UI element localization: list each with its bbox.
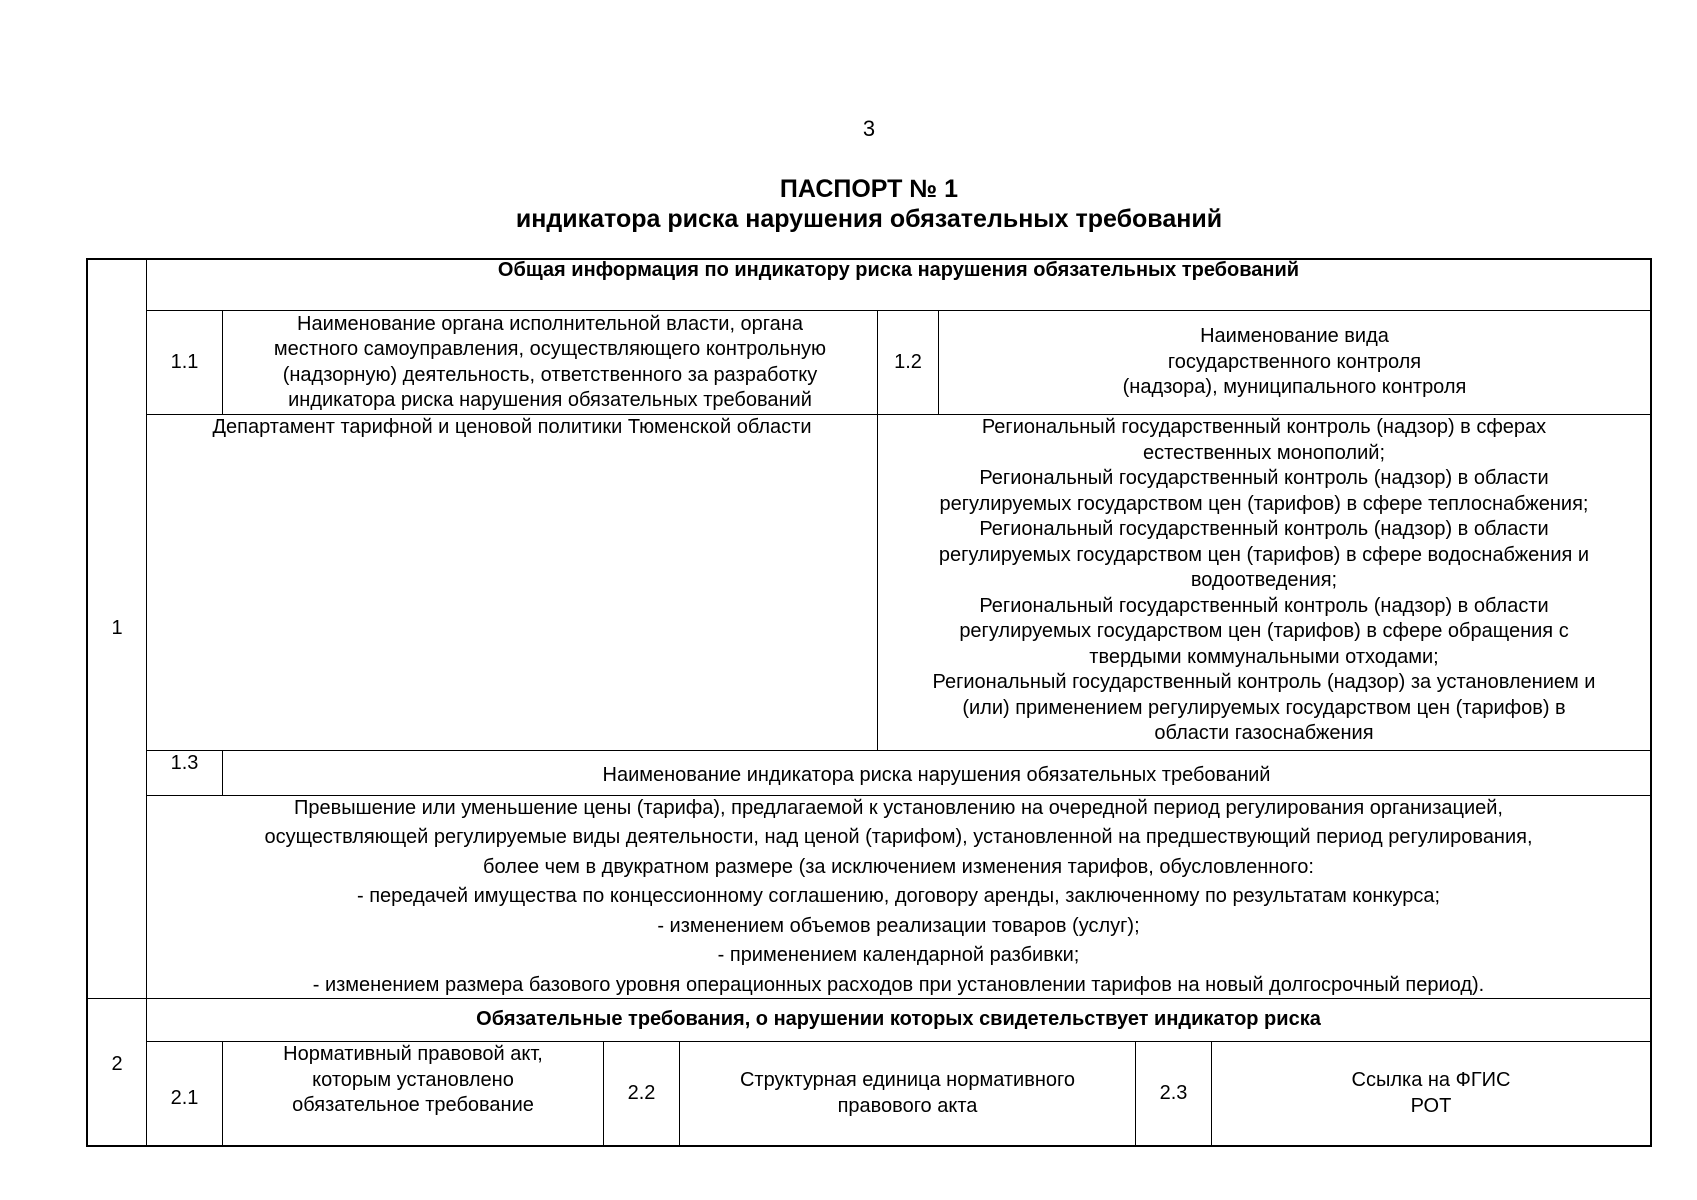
item-2-3-number: 2.3: [1159, 1081, 1188, 1104]
item-1-2-number: 1.2: [894, 350, 922, 373]
text-line: Наименование органа исполнительной власти, органа: [297, 312, 803, 335]
section-1-header: Общая информация по индикатору риска нарушения обязательных требований: [497, 259, 1300, 281]
text-line: местного самоуправления, осуществляющего контрольную: [273, 338, 827, 360]
text-line: - изменением объемов реализации товаров (услуг);: [657, 914, 1140, 937]
item-1-1-label: [223, 311, 877, 414]
text-line: Региональный государственный контроль (надзор) в сферах: [981, 416, 1547, 438]
item-2-1-label: [223, 1042, 603, 1145]
text-line: Ссылка на ФГИС: [1351, 1069, 1511, 1091]
text-line: которым установлено: [312, 1068, 514, 1091]
text-line: (или) применением регулируемых государством цен (тарифов) в: [962, 696, 1566, 719]
text-line: более чем в двукратном размере (за исключением изменения тарифов, обусловленного:: [483, 855, 1314, 878]
page-number: 3: [862, 116, 876, 141]
text-line: естественных монополий;: [1142, 441, 1385, 464]
table-border-right: [1650, 258, 1652, 1147]
item-2-3-label: [1212, 1042, 1650, 1145]
item-1-1-value: Департамент тарифной и ценовой политики Тюменской области: [212, 416, 812, 438]
text-line: Превышение или уменьшение цены (тарифа), предлагаемой к установлению на очередной период регулирования организацией,: [294, 796, 1503, 819]
text-line: РОТ: [1410, 1094, 1452, 1117]
text-line: обязательное требование: [292, 1094, 534, 1116]
item-1-2-value: [878, 415, 1650, 750]
text-line: Региональный государственный контроль (надзор) в области: [979, 518, 1549, 540]
text-line: Нормативный правовой акт,: [283, 1043, 543, 1065]
item-1-2-label: [939, 311, 1650, 414]
text-line: регулируемых государством цен (тарифов) в сфере водоснабжения и: [938, 543, 1590, 566]
section-1-number: 1: [111, 617, 123, 640]
text-line: регулируемых государством цен (тарифов) в сфере теплоснабжения;: [939, 492, 1589, 515]
item-1-3-number: 1.3: [170, 752, 199, 774]
text-line: осуществляющей регулируемые виды деятельности, над ценой (тарифом), установленной на предшествующий период регулирования,: [264, 826, 1533, 849]
table-border-bottom: [86, 1145, 1652, 1147]
item-1-3-value: [147, 796, 1650, 998]
title-line-2: индикатора риска нарушения обязательных требований: [515, 205, 1223, 233]
text-line: Структурная единица нормативного: [739, 1069, 1076, 1091]
text-line: регулируемых государством цен (тарифов) в сфере обращения с: [959, 620, 1569, 642]
text-line: Региональный государственный контроль (надзор) в области: [979, 467, 1549, 489]
table-line-h: [147, 750, 1651, 751]
document-title: [0, 174, 1697, 234]
section-2-number: 2: [111, 1053, 123, 1076]
item-1-3-label: Наименование индикатора риска нарушения обязательных требований: [602, 764, 1271, 787]
text-line: области газоснабжения: [1154, 722, 1374, 744]
text-line: - передачей имущества по концессионному соглашению, договору аренды, заключенному по результатам конкурса;: [356, 885, 1441, 908]
text-line: твердыми коммунальными отходами;: [1089, 645, 1439, 668]
text-line: водоотведения;: [1190, 569, 1338, 591]
text-line: (надзора), муниципального контроля: [1122, 376, 1467, 399]
text-line: Региональный государственный контроль (надзор) за установлением и: [932, 671, 1596, 693]
item-2-2-number: 2.2: [627, 1081, 656, 1104]
title-line-1: ПАСПОРТ № 1: [779, 175, 959, 203]
item-2-2-label: [680, 1042, 1135, 1145]
text-line: Региональный государственный контроль (надзор) в области: [979, 594, 1549, 617]
text-line: правового акта: [837, 1094, 978, 1117]
text-line: (надзорную) деятельность, ответственного за разработку: [282, 363, 818, 386]
text-line: Наименование вида: [1200, 325, 1389, 348]
item-1-1-number: 1.1: [170, 350, 199, 373]
text-line: - применением календарной разбивки;: [717, 944, 1080, 967]
text-line: индикатора риска нарушения обязательных требований: [288, 389, 812, 411]
item-2-1-number: 2.1: [170, 1086, 199, 1109]
passport-table: [86, 258, 1652, 1147]
text-line: государственного контроля: [1167, 350, 1422, 373]
text-line: - изменением размера базового уровня операционных расходов при установлении тарифов на новый долгосрочный период).: [312, 973, 1485, 996]
section-2-header: Обязательные требования, о нарушении которых свидетельствует индикатор риска: [476, 1008, 1321, 1031]
